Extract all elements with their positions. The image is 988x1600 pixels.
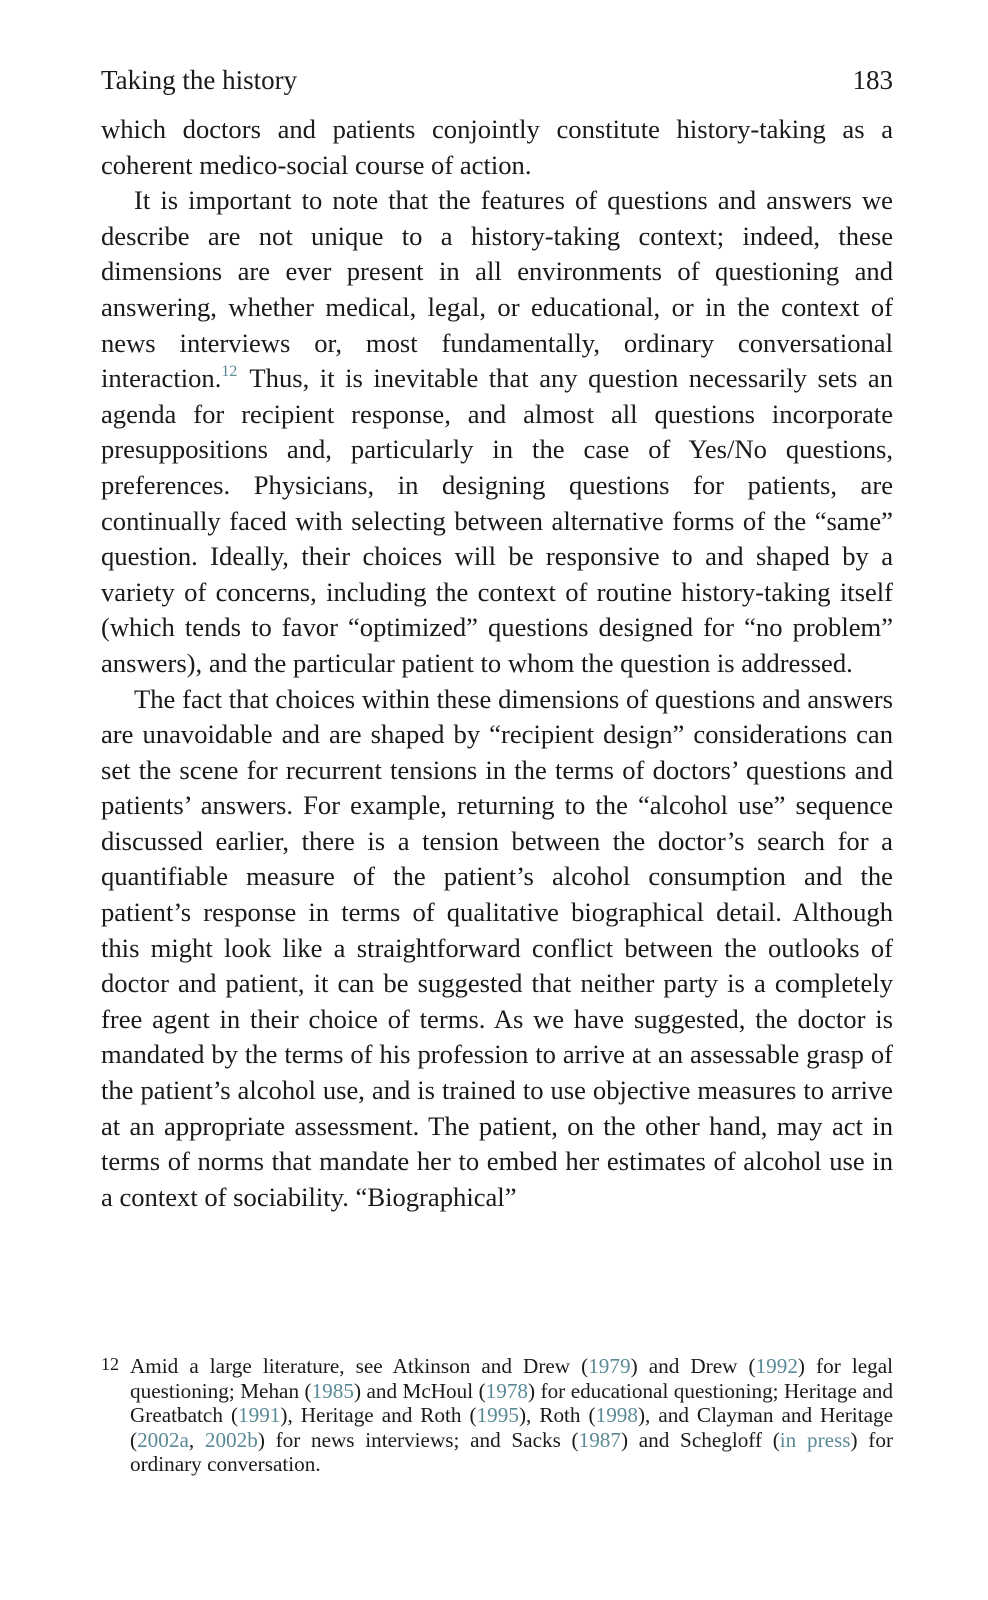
footnote-text: ) for ordinary conversation. (130, 1427, 893, 1477)
footnote-text: Amid a large literature, see Atkinson and Drew ( (130, 1354, 589, 1378)
citation-link[interactable]: 1995 (476, 1403, 519, 1428)
citation-link[interactable]: in press (779, 1427, 851, 1452)
citation-link[interactable]: 1985 (311, 1378, 354, 1403)
body-text (101, 112, 893, 1215)
footnote-reference-12[interactable]: 12 (221, 363, 238, 381)
citation-link[interactable]: 2002b (204, 1427, 258, 1452)
footnote-body (130, 1354, 893, 1477)
citation-link[interactable]: 1998 (595, 1403, 638, 1428)
page-number: 183 (852, 65, 893, 95)
running-title: Taking the history (101, 65, 298, 95)
footnote-text: ) and Drew ( (630, 1354, 756, 1378)
paragraph-2-part-b: Thus, it is inevitable that any question necessarily sets an agenda for recipient response, and almost all questions incorporate presuppositions and, particularly in the case of Yes/No questions, preferences. Physicians, in designing questions for patients, are continually faced with selecting between alternative forms of the “same” question. Ideally, their choices will be responsive to and shaped by a variety of concerns, including the context of routine history-taking itself (which tends to favor “optimized” questions designed for “no problem” answers), and the particular patient to whom the question is addressed. (101, 363, 893, 678)
footnote-text: ) for educational questioning; Heritage and Greatbatch ( (130, 1378, 893, 1428)
citation-link[interactable]: 1992 (755, 1354, 798, 1378)
footnote-number: 12 (101, 1354, 119, 1374)
footnote-text: ), Roth ( (518, 1403, 596, 1428)
footnote-text: ) for legal questioning; Mehan ( (130, 1354, 893, 1403)
page (101, 62, 893, 1215)
paragraph-1: which doctors and patients conjointly constitute history-taking as a coherent medico-social course of action. (101, 114, 893, 180)
footnote-text: ) for news interviews; and Sacks ( (257, 1427, 579, 1452)
running-head (101, 62, 893, 98)
footnote-12 (101, 1354, 893, 1477)
footnote-text: ) and McHoul ( (353, 1378, 486, 1403)
citation-link[interactable]: 2002a (137, 1427, 189, 1452)
paragraph-3: The fact that choices within these dimensions of questions and answers are unavoidable and are shaped by “recipient design” considerations can set the scene for recurrent tensions in the terms of doctors’ questions and patients’ answers. For example, returning to the “alcohol use” sequence discussed earlier, there is a tension between the doctor’s search for a quantifiable measure of the patient’s alcohol consumption and the patient’s response in terms of qualitative biographical detail. Although this might look like a straightforward conflict between the outlooks of doctor and patient, it can be suggested that neither party is a completely free agent in their choice of terms. As we have suggested, the doctor is mandated by the terms of his profession to arrive at an assessable grasp of the patient’s alcohol use, and is trained to use objective measures to arrive at an appropriate assessment. The patient, on the other hand, may act in terms of norms that mandate her to embed her estimates of alcohol use in a context of sociability. “Biographical” (101, 683, 893, 1212)
footnote-text: , (188, 1427, 205, 1452)
footnote-text: ), Heritage and Roth ( (280, 1403, 477, 1428)
citation-link[interactable]: 1978 (485, 1378, 529, 1403)
citation-link[interactable]: 1979 (588, 1354, 631, 1378)
footnote-text: ), and Clayman and Heritage ( (130, 1403, 893, 1452)
paragraph-2 (101, 183, 893, 681)
citation-link[interactable]: 1991 (238, 1403, 281, 1428)
citation-link[interactable]: 1987 (578, 1427, 621, 1452)
paragraph-2-part-a: It is important to note that the features of questions and answers we describe are not unique to a history-taking context; indeed, these dimensions are ever present in all environments of questioning and answering, whether medical, legal, or educational, or in the context of news interviews or, most fundamentally, ordinary conversational interaction. (101, 185, 893, 394)
footnote-text: ) and Schegloff ( (620, 1427, 780, 1452)
